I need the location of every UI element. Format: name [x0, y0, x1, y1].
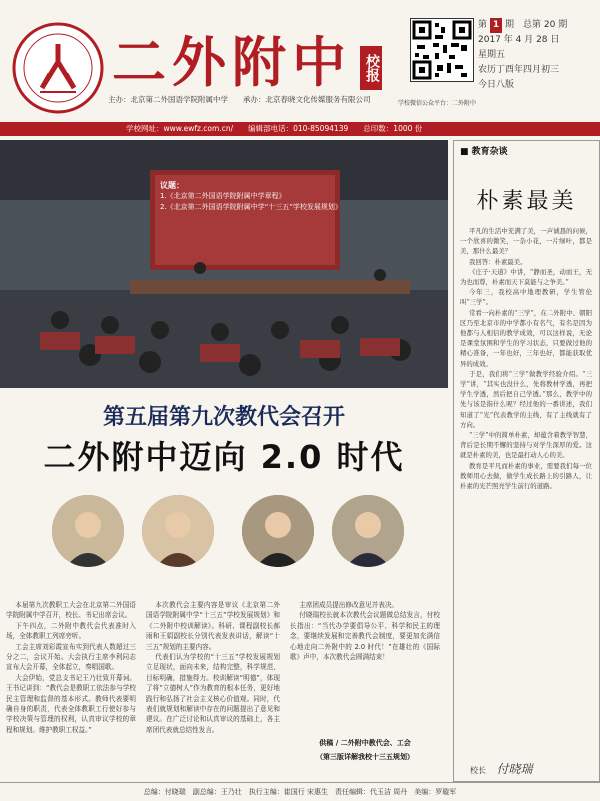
- sidebar-paragraph: 于是，我们将“三学”做教学经验介绍。“三学”讲，“其实也没什么，先将教材学透，再把学生学透，然后把自己学透。”那么，教学中的先与该是指什么呢？经过他的一番讲述，我们知道了“光”代表教学的主线，有了主线就有了方向。: [460, 369, 592, 429]
- article-paragraph: 付晓瑞校长就本次教代会议题做总结发言，付校长指出：“当代办学要倡导公平、科学和民主的理念，要继续发展和完善教代会制度，要更加充满信心地走向二外附中的 2.0 时代！”在雄壮的《国际歌》声中，本次教代会圆满结束！: [290, 611, 440, 662]
- sidebar-paragraph: 我回答：朴素最美。: [468, 257, 527, 266]
- portrait-photo: [242, 495, 314, 567]
- school-logo: [12, 22, 104, 114]
- banner-item-2: 2.《北京第二外国语学院附属中学“十三五”学校发展规划》: [160, 203, 342, 211]
- article-paragraph: 本届第九次教职工大会在北京第二外国语学院附属中学召开，校长、书记出席会议。: [6, 601, 136, 620]
- article-column-1: [6, 600, 136, 735]
- article-paragraph: 大会伊始，党总支书记王乃壮致开幕词。王书记讲到：“教代会是教职工依法参与学校民主管理和监督的基本形式。教师代表要明确自身的职责，代表全体教职工行使好参与学校决策与管理的权利，认真审议学校的章程和规划。维护教职工权益。”: [6, 673, 136, 734]
- editorial-footer: 总编：付晓瑞 副总编：王乃壮 执行主编：崔国行 宋惠生 责任编辑：代玉洁 周丹 美编：罗璇军: [0, 782, 600, 801]
- wechat-label: 学校微信公众平台：二外附中: [398, 100, 477, 107]
- article-note: （第三版详解我校十三五规划）: [316, 753, 414, 761]
- info-bar-text: 学校网址：www.ewfz.com.cn/ 编辑部电话：010-85094139 总印数：1000 份: [126, 124, 423, 133]
- sponsor-line: 主办：北京第二外国语学院附属中学 承办：北京春晓文化传媒服务有限公司: [108, 95, 371, 104]
- sidebar-title: 朴素最美: [476, 189, 577, 214]
- issue-lunar: 农历丁酉年四月初三: [478, 65, 560, 75]
- newspaper-badge: 校报: [360, 46, 382, 90]
- article-paragraph: 工会主席刘彩霞宣布实到代表人数超过三分之二，会议开始。大会执行主席李利同志宣布大会开幕，全体起立，奏唱国歌。: [6, 642, 136, 672]
- sidebar-section-tag: ■ 教育杂谈: [460, 147, 508, 157]
- sidebar-paragraph: 常看一向朴素的“三学”，在二外附中、朝阳区乃至北京市的中学都小有名气，有名是因为他都与人相信的教学成效，可以这样说，无论是课堂氛围和学生的学习状态，只要做过他的精心准备，一年也好，三年也好，都能获取优异的成效。: [460, 308, 592, 368]
- sidebar-paragraph: 今年三，我校高中地理教研，学生管伦叫“三学”。: [460, 288, 592, 307]
- sidebar-paragraph: “三学”中的简单朴素，却蕴含着教学智慧，背后是长期不懈的坚持与对学生深厚的爱。这就是朴素的美，也是最打动人心的美。: [460, 431, 592, 460]
- banner-item-1: 1.《北京第二外国语学院附属中学章程》: [160, 192, 286, 200]
- portrait-photo: [142, 495, 214, 567]
- meeting-photo: [0, 140, 448, 388]
- headline-subtitle: 第五届第九次教代会召开: [102, 404, 345, 430]
- article-paragraph: 代表们认为学校的“十三五”学校发展规划立足现状，面向未来，结构完整，科学规范，目标明确，措施得力。校训解读“明德”，体现了将“立德树人”作为教育的根本任务，更好地践行和弘扬了社会主义核心价值观。同时，代表们就规划和解读中存在的问题提出了意见和建议。在广泛讨论和认真审议的基础上，各主席团代表就总结性发言。: [146, 653, 280, 734]
- signature-label: 校长: [470, 766, 486, 775]
- issue-total: 期 总第 20 期: [505, 20, 568, 30]
- signature-name: 付晓瑞: [496, 762, 533, 776]
- issue-info: [478, 18, 596, 93]
- issue-number-row: [478, 18, 596, 33]
- sidebar-body: [460, 226, 592, 491]
- newspaper-title: 二外附中: [112, 30, 352, 94]
- meeting-scene: [0, 140, 448, 388]
- article-credit: 供稿 / 二外附中教代会、工会: [319, 739, 411, 747]
- info-bar: [0, 122, 600, 136]
- sidebar-signature: [470, 760, 533, 777]
- article-column-2: [146, 600, 280, 735]
- portrait-photo: [52, 495, 124, 567]
- article-paragraph: 本次教代会主要内容是审议《北京第二外国语学院附属中学“十三五”学校发展规划》和《二外附中校训解读》。科研、课程副校长郝雨和王娟副校长分别代表发表讲话，解读“十三五”规划的主要内容。: [146, 601, 280, 651]
- banner-head: 议题：: [160, 181, 184, 190]
- article-paragraph: 下午四点，二外附中教代会代表准时入场，全体教职工列席旁听。: [6, 621, 136, 641]
- issue-weekday: 星期五: [478, 50, 506, 60]
- sidebar-paragraph: 平凡的生活中充满了美，一声诚恳的问候，一个欣喜的微笑，一杂小花，一片绿叶，都是美，那什么最美？: [460, 227, 592, 256]
- qr-code-icon: [410, 18, 474, 82]
- issue-pages: 今日八版: [478, 80, 515, 90]
- issue-number: 1: [490, 18, 502, 33]
- headline-title: 二外附中迈向 2.0 时代: [43, 438, 405, 476]
- article-paragraph: 主席团成员提出修改意见并表决。: [299, 601, 399, 609]
- issue-label: 第: [478, 20, 488, 30]
- issue-date: 2017 年 4 月 28 日: [478, 35, 560, 45]
- sidebar-paragraph: 《庄子·天道》中讲，“静而圣，动而王，无为也而尊，朴素而天下莫能与之争美。”: [460, 267, 592, 287]
- portrait-photo: [332, 495, 404, 567]
- sidebar-paragraph: 教育是平凡而朴素的事业，需要我们每一位教师用心去做，做学生成长路上的引路人，让朴素的光芒照亮学生前行的道路。: [460, 461, 592, 491]
- article-column-3: [290, 600, 440, 662]
